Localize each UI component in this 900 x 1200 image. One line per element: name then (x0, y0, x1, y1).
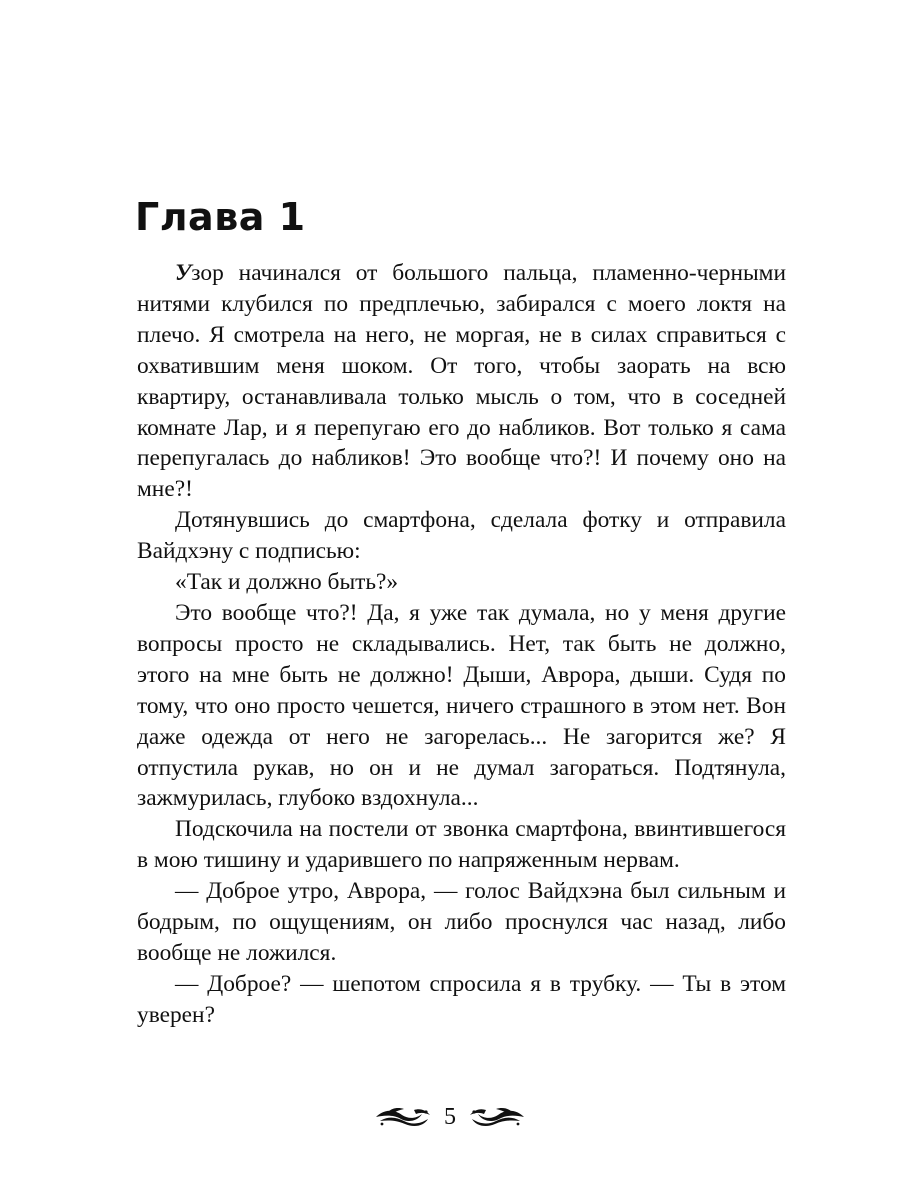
flourish-ornament-icon (374, 1106, 432, 1128)
chapter-title: Глава 1 (135, 195, 306, 239)
flourish-ornament-icon (468, 1106, 526, 1128)
paragraph: — Доброе? — шепотом спросила я в трубку. — Ты в этом уверен? (137, 970, 786, 1028)
paragraph-text: зор начинался от большого пальца, пламенно-черными нитями клубился по предплечью, забирался с моего локтя на плечо. Я смотрела на него, не моргая, не в силах справиться с охватившим меня шоком. От того, чтобы заорать на всю квартиру, останавливала только мысль о том, что в соседней комнате Лар, и я перепугаю его до набликов. Вот только я сама перепугалась до набликов! Это вообще что?! И почему оно на мне?! (137, 260, 786, 503)
paragraph: — Доброе утро, Аврора, — голос Вайдхэна был сильным и бодрым, по ощущениям, он либо проснулся час назад, либо вообще не ложился. (137, 878, 786, 966)
paragraph: «Так и должно быть?» (175, 569, 399, 596)
page-footer (0, 1100, 900, 1134)
paragraph (137, 258, 786, 505)
chapter-body (137, 258, 786, 1031)
page-number: 5 (444, 1104, 456, 1130)
paragraph: Подскочила на постели от звонка смартфона, ввинтившегося в мою тишину и ударившего по напряженным нервам. (137, 816, 786, 874)
paragraph-initial-letter: У (175, 260, 192, 286)
paragraph: Дотянувшись до смартфона, сделала фотку и отправила Вайдхэну с подписью: (137, 507, 786, 565)
paragraph: Это вообще что?! Да, я уже так думала, но у меня другие вопросы просто не складывались. Нет, так быть не должно, этого на мне быть не должно! Дыши, Аврора, дыши. Судя по тому, что оно просто чешется, ничего страшного в этом нет. Вон даже одежда от него не загорелась... Не загорится же? Я отпустила рукав, но он и не думал загораться. Подтянула, зажмурилась, глубоко вздохнула... (137, 599, 786, 812)
